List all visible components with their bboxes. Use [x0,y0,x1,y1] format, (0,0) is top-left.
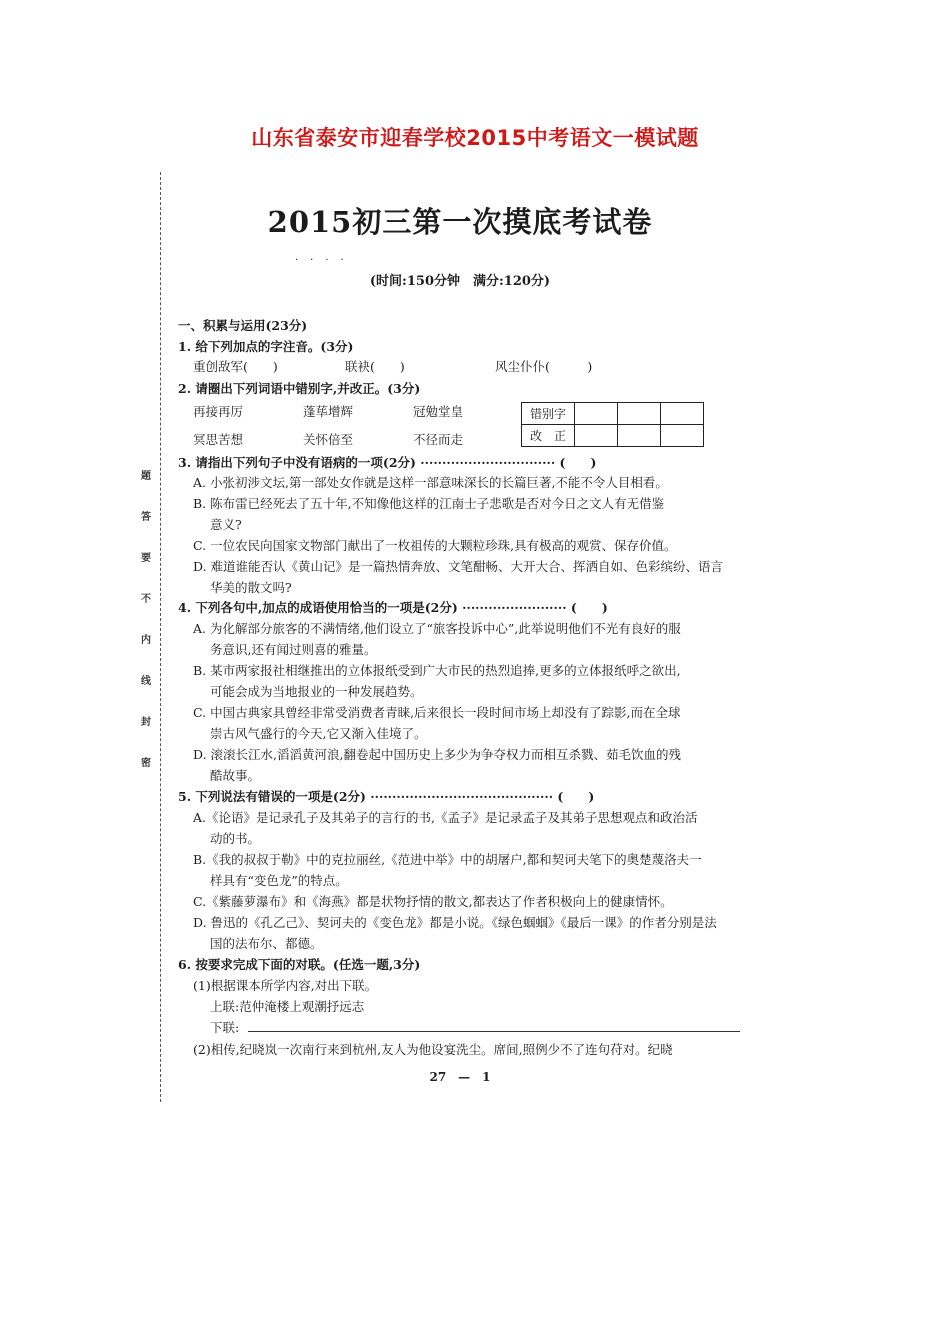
table-header-wrong: 错别字 [522,403,575,425]
page-number: 27 — 1 [429,1070,491,1084]
question-2-word: 关怀倍至 [303,432,354,447]
question-5-option-a-cont: 动的书。 [210,831,261,846]
question-5-option-d: D. 鲁迅的《孔乙己》、契诃夫的《变色龙》都是小说。《绿色蝈蝈》《最后一课》的作者分别是法 [193,915,717,930]
question-5-option-b-cont: 样具有“变色龙”的特点。 [210,873,348,888]
question-1-stem: 1. 给下列加点的字注音。(3分) [178,339,354,354]
question-4-option-a-cont: 务意识,还有闻过则喜的雅量。 [210,642,377,657]
question-3-option-c: C. 一位农民向国家文物部门献出了一枚祖传的大颗粒珍珠,具有极高的观赏、保存价值。 [193,538,677,553]
answer-cell[interactable] [575,403,618,425]
question-5-option-b: B.《我的叔叔于勒》中的克拉丽丝,《范进中举》中的胡屠户,都和契诃夫笔下的奥楚蔑洛夫一 [193,852,702,867]
answer-cell[interactable] [661,403,704,425]
answer-cell[interactable] [575,425,618,447]
section-heading: 一、积累与运用(23分) [178,318,308,333]
margin-char: 密 [141,758,151,769]
question-4-option-b-cont: 可能会成为当地报业的一种发展趋势。 [210,684,423,699]
couplet-upper: 上联:范仲淹楼上观潮抒远志 [210,999,365,1014]
question-2-word: 冠勉堂皇 [413,404,464,419]
exam-title: 2015初三第一次摸底考试卷 [267,205,653,239]
question-4-option-a: A. 为化解部分旅客的不满情绪,他们设立了“旅客投诉中心”,此举说明他们不光有良好的服 [193,621,681,636]
question-3-option-d: D. 难道谁能否认《黄山记》是一篇热情奔放、文笔酣畅、大开大合、挥洒自如、色彩缤纷、语言 [193,559,724,574]
question-3-option-b: B. 陈布雷已经死去了五十年,不知像他这样的江南士子悲歌是否对今日之文人有无借鉴 [193,496,665,511]
margin-char: 线 [141,676,151,687]
correction-table [521,402,704,447]
question-3-option-a: A. 小张初涉文坛,第一部处女作就是这样一部意味深长的长篇巨著,不能不令人目相看。 [193,475,668,490]
question-6-part-1: (1)根据课本所学内容,对出下联。 [193,978,378,993]
answer-cell[interactable] [661,425,704,447]
question-3-option-d-cont: 华美的散文吗? [210,580,292,595]
couplet-lower-label: 下联: [210,1020,240,1035]
question-5-option-c: C.《紫藤萝瀑布》和《海燕》都是状物抒情的散文,都表达了作者积极向上的健康情怀。 [193,894,673,909]
question-4-option-c-cont: 崇古风气盛行的今天,它又渐入佳境了。 [210,726,427,741]
question-6-part-2: (2)相传,纪晓岚一次南行来到杭州,友人为他设宴洗尘。席间,照例少不了连句苻对。纪晓 [193,1042,673,1057]
question-3-stem: 3. 请指出下列句子中没有语病的一项(2分) ······························· ( ) [178,455,597,470]
question-4-option-b: B. 某市两家报社相继推出的立体报纸受到广大市民的热烈追捧,更多的立体报纸呼之欲出, [193,663,681,678]
margin-char: 答 [141,512,151,523]
question-1-item-b: 联袂( ) [345,359,405,374]
question-4-stem: 4. 下列各句中,加点的成语使用恰当的一项是(2分) ························ ( ) [178,600,608,615]
question-3-option-b-cont: 意义? [210,517,242,532]
answer-line[interactable] [248,1031,740,1032]
question-2-word: 蓬荜增辉 [303,404,354,419]
document-title: 山东省泰安市迎春学校2015中考语文一模试题 [251,126,699,150]
margin-char: 不 [141,594,151,605]
decorative-dots: ···· [295,255,356,266]
question-5-option-a: A.《论语》是记录孔子及其弟子的言行的书,《孟子》是记录孟子及其弟子思想观点和政治活 [193,810,698,825]
question-4-option-c: C. 中国古典家具曾经非常受消费者青睐,后来很长一段时间市场上却没有了踪影,而在全球 [193,705,681,720]
question-6-stem: 6. 按要求完成下面的对联。(任选一题,3分) [178,957,421,972]
answer-cell[interactable] [618,403,661,425]
answer-cell[interactable] [618,425,661,447]
question-2-word: 不径而走 [413,432,464,447]
binding-margin-line [160,172,161,1102]
question-1-item-c: 风尘仆仆( ) [495,359,593,374]
question-5-stem: 5. 下列说法有错误的一项是(2分) ·········································· ( ) [178,789,595,804]
margin-char: 封 [141,717,151,728]
question-1-item-a: 重创敌军( ) [193,359,278,374]
question-4-option-d-cont: 酷故事。 [210,768,261,783]
margin-char: 要 [141,553,151,564]
question-2-word: 再接再厉 [193,404,244,419]
question-4-option-d: D. 滚滚长江水,滔滔黄河浪,翻卷起中国历史上多少为争夺权力而相互杀戮、茹毛饮血的残 [193,747,681,762]
margin-char: 内 [141,635,151,646]
question-5-option-d-cont: 国的法布尔、都德。 [210,936,323,951]
question-2-stem: 2. 请圈出下列词语中错别字,并改正。(3分) [178,381,421,396]
table-header-correct: 改 正 [522,425,575,447]
margin-char: 题 [141,471,151,482]
exam-info: (时间:150分钟 满分:120分) [369,274,551,289]
binding-margin-text [138,470,154,798]
question-2-word: 冥思苦想 [193,432,244,447]
